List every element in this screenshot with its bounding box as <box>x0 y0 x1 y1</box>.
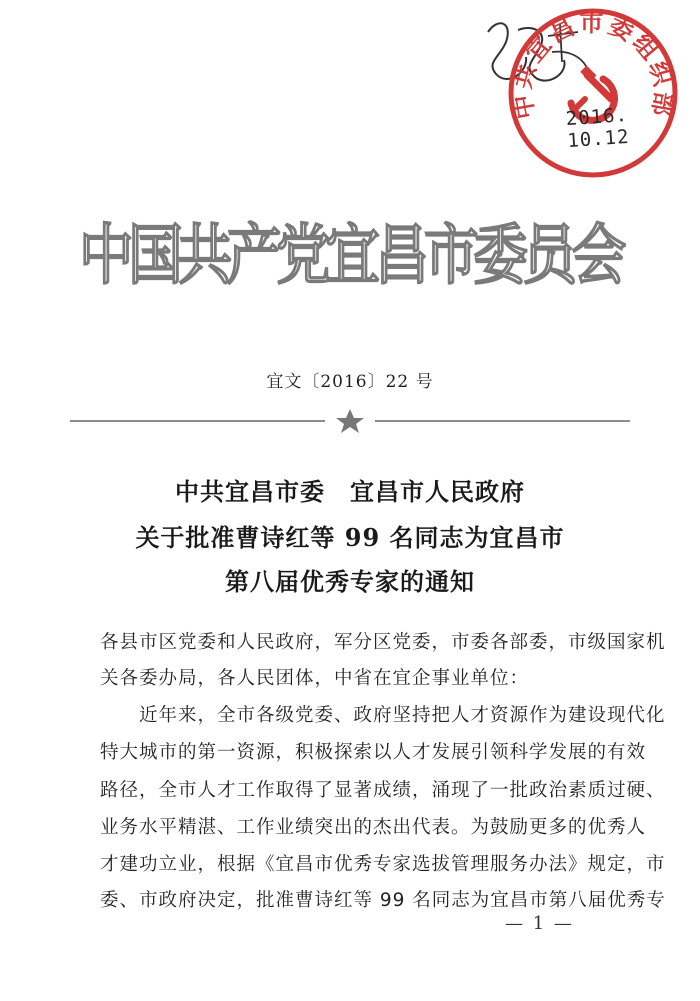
document-number: 宜文〔2016〕22 号 <box>266 372 434 392</box>
body-line: 路径，全市人才工作取得了显著成绩，涌现了一批政治素质过硬、 <box>100 780 666 801</box>
masthead <box>0 205 700 294</box>
notice-title-line-3: 第八届优秀专家的通知 <box>225 567 475 596</box>
svg-text:中共宜昌市委组织部: 中共宜昌市委组织部 <box>507 9 679 122</box>
official-seal <box>505 5 681 181</box>
body-line: 委、市政府决定，批准曹诗红等 99 名同志为宜昌市第八届优秀专 <box>100 890 666 911</box>
body-line: 近年来，全市各级党委、政府坚持把人才资源作为建设现代化 <box>100 705 666 726</box>
body-line: 关各委办局，各人民团体，中省在宜企事业单位： <box>100 668 530 689</box>
body-line: 才建功立业，根据《宜昌市优秀专家选拔管理服务办法》规定，市 <box>100 854 666 875</box>
page-number: — 1 — <box>505 913 574 934</box>
divider-with-star <box>70 408 630 434</box>
body-line: 各县市区党委和人民政府，军分区党委，市委各部委，市级国家机 <box>100 632 666 653</box>
body-line: 特大城市的第一资源，积极探索以人才发展引领科学发展的有效 <box>100 742 647 763</box>
notice-title-line-2: 关于批准曹诗红等 99 名同志为宜昌市 <box>135 523 565 552</box>
body-line: 业务水平精湛、工作业绩突出的杰出代表。为鼓励更多的优秀人 <box>100 817 647 838</box>
masthead-title: 中国共产党宜昌市委员会 <box>78 216 622 294</box>
notice-title-line-1: 中共宜昌市委 宜昌市人民政府 <box>175 477 525 506</box>
handwritten-date: 2016. 10.12 <box>565 103 631 153</box>
star-icon <box>336 409 364 433</box>
